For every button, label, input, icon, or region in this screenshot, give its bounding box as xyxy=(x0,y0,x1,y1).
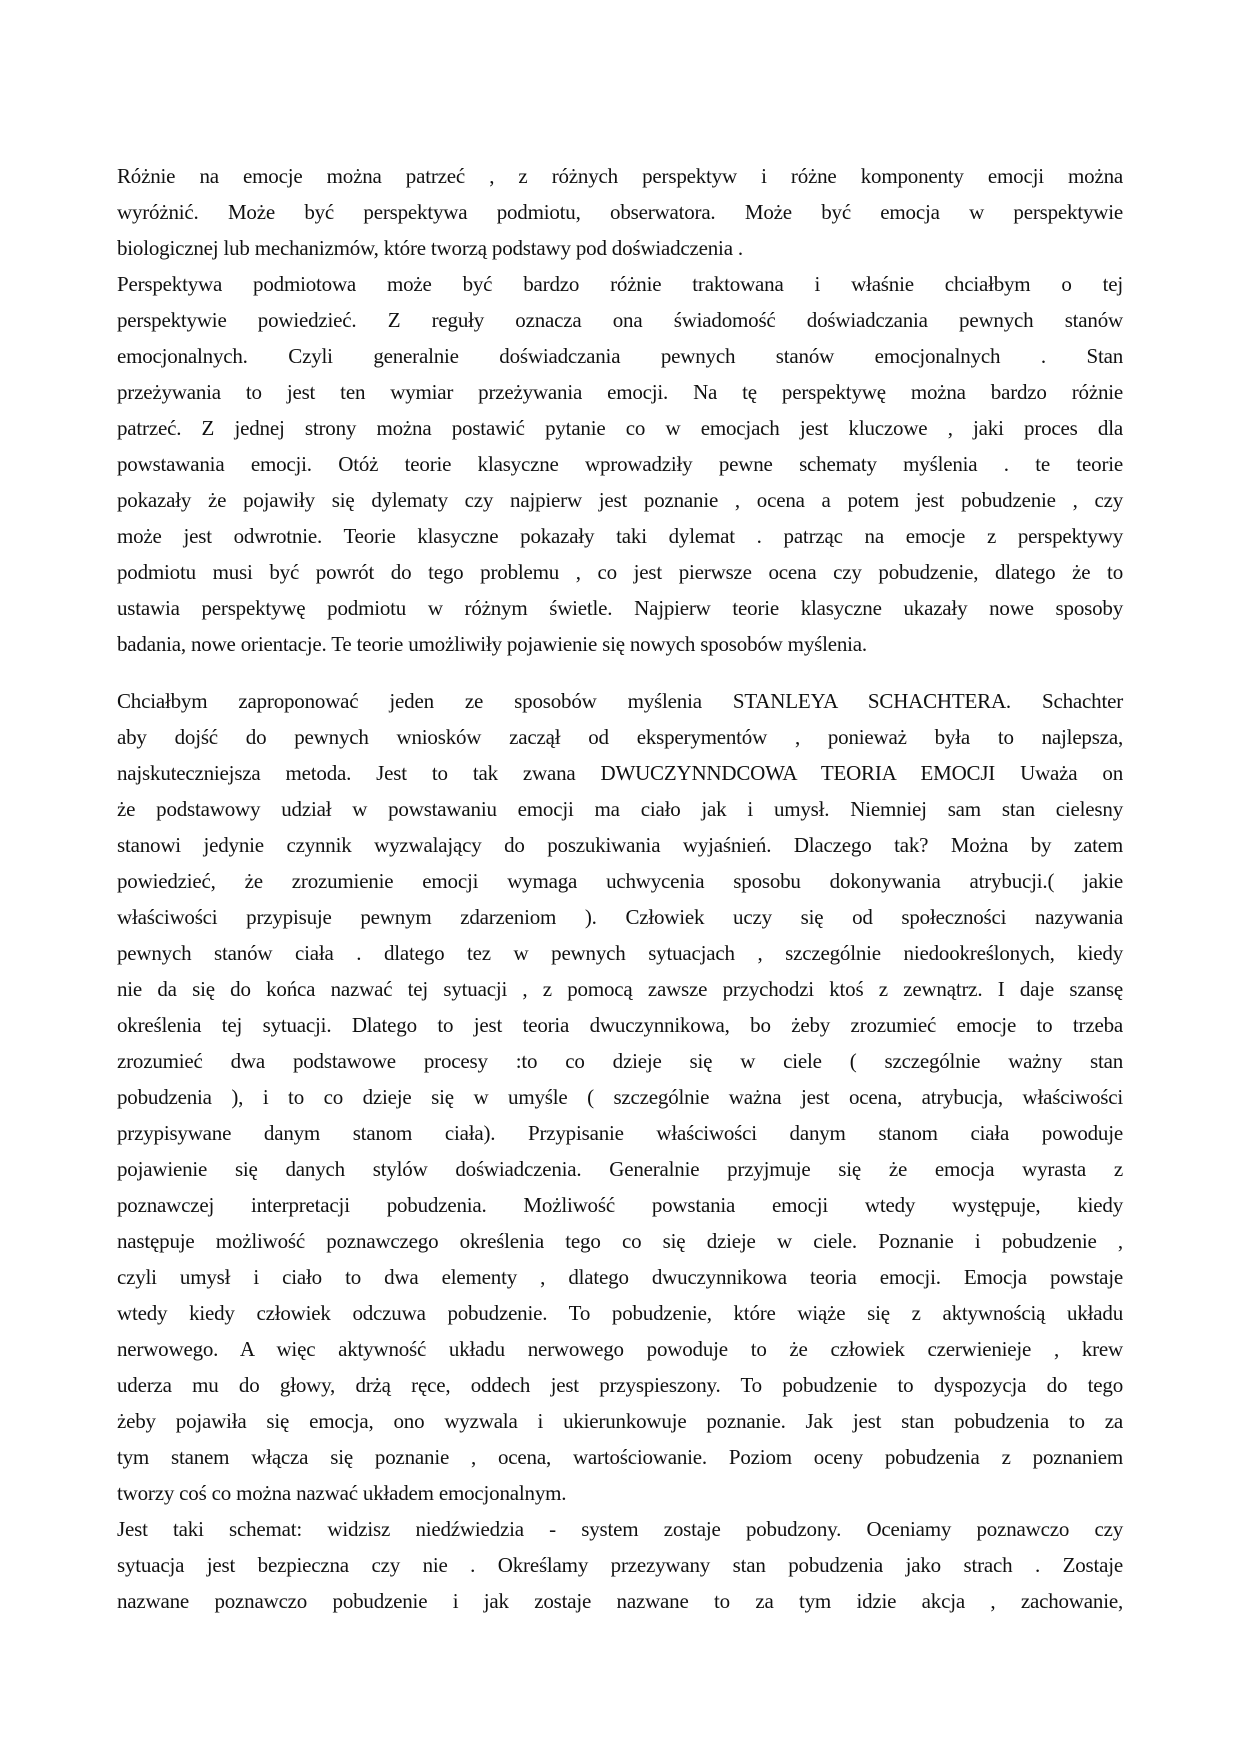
paragraph xyxy=(117,683,1123,1511)
text-line: pokazały że pojawiły się dylematy czy najpierw jest poznanie , ocena a potem jest pobudzenie , czy xyxy=(117,488,1123,512)
text-line: pobudzenia ), i to co dzieje się w umyśle ( szczególnie ważna jest ocena, atrybucja, właściwości xyxy=(117,1085,1123,1109)
text-line: najskuteczniejsza metoda. Jest to tak zwana DWUCZYNNDCOWA TEORIA EMOCJI Uważa on xyxy=(117,761,1123,785)
text-line: pewnych stanów ciała . dlatego tez w pewnych sytuacjach , szczególnie niedookreślonych, kiedy xyxy=(117,941,1123,965)
text-line: nazwane poznawczo pobudzenie i jak zostaje nazwane to za tym idzie akcja , zachowanie, xyxy=(117,1589,1123,1613)
text-line: biologicznej lub mechanizmów, które tworzą podstawy pod doświadczenia . xyxy=(117,236,743,260)
text-line: że podstawowy udział w powstawaniu emocji ma ciało jak i umysł. Niemniej sam stan cielesny xyxy=(117,797,1123,821)
text-line: określenia tej sytuacji. Dlatego to jest teoria dwuczynnikowa, bo żeby zrozumieć emocje to trzeba xyxy=(117,1013,1123,1037)
text-line: pojawienie się danych stylów doświadczenia. Generalnie przyjmuje się że emocja wyrasta z xyxy=(117,1157,1123,1181)
text-line: podmiotu musi być powrót do tego problemu , co jest pierwsze ocena czy pobudzenie, dlatego że to xyxy=(117,560,1123,584)
text-line: Jest taki schemat: widzisz niedźwiedzia - system zostaje pobudzony. Oceniamy poznawczo czy xyxy=(117,1517,1123,1541)
text-line: patrzeć. Z jednej strony można postawić pytanie co w emocjach jest kluczowe , jaki proces dla xyxy=(117,416,1123,440)
text-line: aby dojść do pewnych wniosków zaczął od eksperymentów , ponieważ była to najlepsza, xyxy=(117,725,1123,749)
text-line: nie da się do końca nazwać tej sytuacji , z pomocą zawsze przychodzi ktoś z zewnątrz. I daje szansę xyxy=(117,977,1123,1001)
text-line: wtedy kiedy człowiek odczuwa pobudzenie. To pobudzenie, które wiąże się z aktywnością układu xyxy=(117,1301,1123,1325)
text-line: może jest odwrotnie. Teorie klasyczne pokazały taki dylemat . patrząc na emocje z perspektywy xyxy=(117,524,1123,548)
text-line: powstawania emocji. Otóż teorie klasyczne wprowadziły pewne schematy myślenia . te teorie xyxy=(117,452,1123,476)
text-line: właściwości przypisuje pewnym zdarzeniom ). Człowiek uczy się od społeczności nazywania xyxy=(117,905,1123,929)
text-line: Chciałbym zaproponować jeden ze sposobów myślenia STANLEYA SCHACHTERA. Schachter xyxy=(117,689,1123,713)
text-line: Perspektywa podmiotowa może być bardzo różnie traktowana i właśnie chciałbym o tej xyxy=(117,272,1123,296)
text-line: przypisywane danym stanom ciała). Przypisanie właściwości danym stanom ciała powoduje xyxy=(117,1121,1123,1145)
text-line: przeżywania to jest ten wymiar przeżywania emocji. Na tę perspektywę można bardzo różnie xyxy=(117,380,1123,404)
text-line: żeby pojawiła się emocja, ono wyzwala i ukierunkowuje poznanie. Jak jest stan pobudzenia to za xyxy=(117,1409,1123,1433)
text-line: stanowi jedynie czynnik wyzwalający do poszukiwania wyjaśnień. Dlaczego tak? Można by zatem xyxy=(117,833,1123,857)
paragraph xyxy=(117,266,1123,662)
text-line: poznawczej interpretacji pobudzenia. Możliwość powstania emocji wtedy występuje, kiedy xyxy=(117,1193,1123,1217)
paragraph xyxy=(117,1511,1123,1619)
paragraph xyxy=(117,158,1123,266)
text-line: perspektywie powiedzieć. Z reguły oznacza ona świadomość doświadczania pewnych stanów xyxy=(117,308,1123,332)
text-line: uderza mu do głowy, drżą ręce, oddech jest przyspieszony. To pobudzenie to dyspozycja do tego xyxy=(117,1373,1123,1397)
text-line: badania, nowe orientacje. Te teorie umożliwiły pojawienie się nowych sposobów myślenia. xyxy=(117,632,867,656)
text-line: Różnie na emocje można patrzeć , z różnych perspektyw i różne komponenty emocji można xyxy=(117,164,1123,188)
text-line: ustawia perspektywę podmiotu w różnym świetle. Najpierw teorie klasyczne ukazały nowe sposoby xyxy=(117,596,1123,620)
text-line: zrozumieć dwa podstawowe procesy :to co dzieje się w ciele ( szczególnie ważny stan xyxy=(117,1049,1123,1073)
text-line: powiedzieć, że zrozumienie emocji wymaga uchwycenia sposobu dokonywania atrybucji.( jakie xyxy=(117,869,1123,893)
text-line: wyróżnić. Może być perspektywa podmiotu, obserwatora. Może być emocja w perspektywie xyxy=(117,200,1123,224)
text-line: następuje możliwość poznawczego określenia tego co się dzieje w ciele. Poznanie i pobudzenie , xyxy=(117,1229,1123,1253)
text-line: tym stanem włącza się poznanie , ocena, wartościowanie. Poziom oceny pobudzenia z poznaniem xyxy=(117,1445,1123,1469)
document-page xyxy=(117,158,1123,1619)
text-line: czyli umysł i ciało to dwa elementy , dlatego dwuczynnikowa teoria emocji. Emocja powstaje xyxy=(117,1265,1123,1289)
text-line: emocjonalnych. Czyli generalnie doświadczania pewnych stanów emocjonalnych . Stan xyxy=(117,344,1123,368)
text-line: nerwowego. A więc aktywność układu nerwowego powoduje to że człowiek czerwienieje , krew xyxy=(117,1337,1123,1361)
text-line: sytuacja jest bezpieczna czy nie . Określamy przezywany stan pobudzenia jako strach . Zostaje xyxy=(117,1553,1123,1577)
text-line: tworzy coś co można nazwać układem emocjonalnym. xyxy=(117,1481,567,1505)
